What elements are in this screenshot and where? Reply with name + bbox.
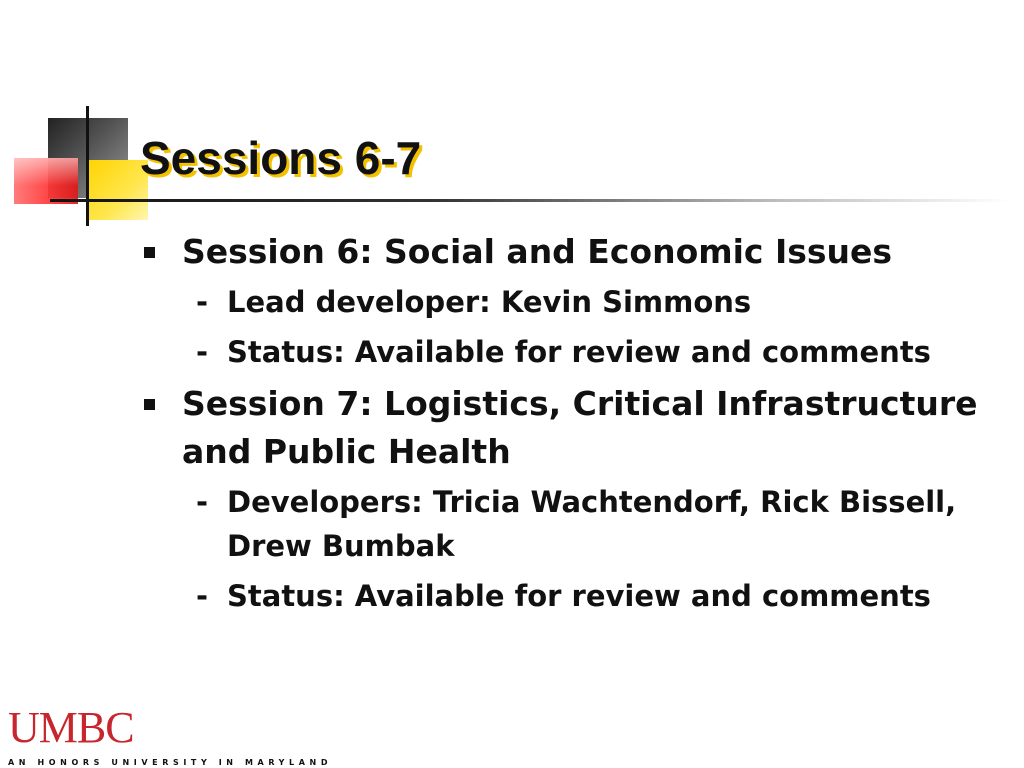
- sub-bullet-text: Status: Available for review and comments: [227, 579, 931, 613]
- dash-bullet-icon: -: [196, 579, 209, 613]
- decorative-red-highlight: [14, 158, 78, 204]
- decorative-yellow-square: [88, 160, 148, 220]
- bullet-text: Session 6: Social and Economic Issues: [182, 232, 893, 271]
- sub-bullet-item: [140, 480, 990, 568]
- sub-bullet-item: [140, 574, 990, 618]
- bullet-item-session-7: [140, 380, 990, 476]
- dash-bullet-icon: -: [196, 285, 209, 319]
- umbc-logo: [8, 703, 333, 767]
- dash-bullet-icon: -: [196, 335, 209, 369]
- sub-bullet-item: [140, 330, 990, 374]
- decorative-vertical-line: [86, 106, 89, 226]
- square-bullet-icon: [144, 247, 155, 258]
- sub-bullet-text: Status: Available for review and comments: [227, 335, 931, 369]
- sub-bullet-text: Developers: Tricia Wachtendorf, Rick Bissell, Drew Bumbak: [227, 485, 957, 563]
- slide-body: [140, 228, 990, 624]
- sub-bullet-item: [140, 280, 990, 324]
- bullet-text: Session 7: Logistics, Critical Infrastructure and Public Health: [182, 384, 978, 471]
- title-underline-rule: [50, 199, 1010, 202]
- logo-wordmark: UMBC: [8, 703, 134, 752]
- square-bullet-icon: [144, 399, 155, 410]
- bullet-item-session-6: [140, 228, 990, 276]
- logo-tagline: AN HONORS UNIVERSITY IN MARYLAND: [8, 758, 333, 767]
- slide-title: Sessions 6-7: [140, 132, 422, 184]
- dash-bullet-icon: -: [196, 485, 209, 519]
- sub-bullet-text: Lead developer: Kevin Simmons: [227, 285, 752, 319]
